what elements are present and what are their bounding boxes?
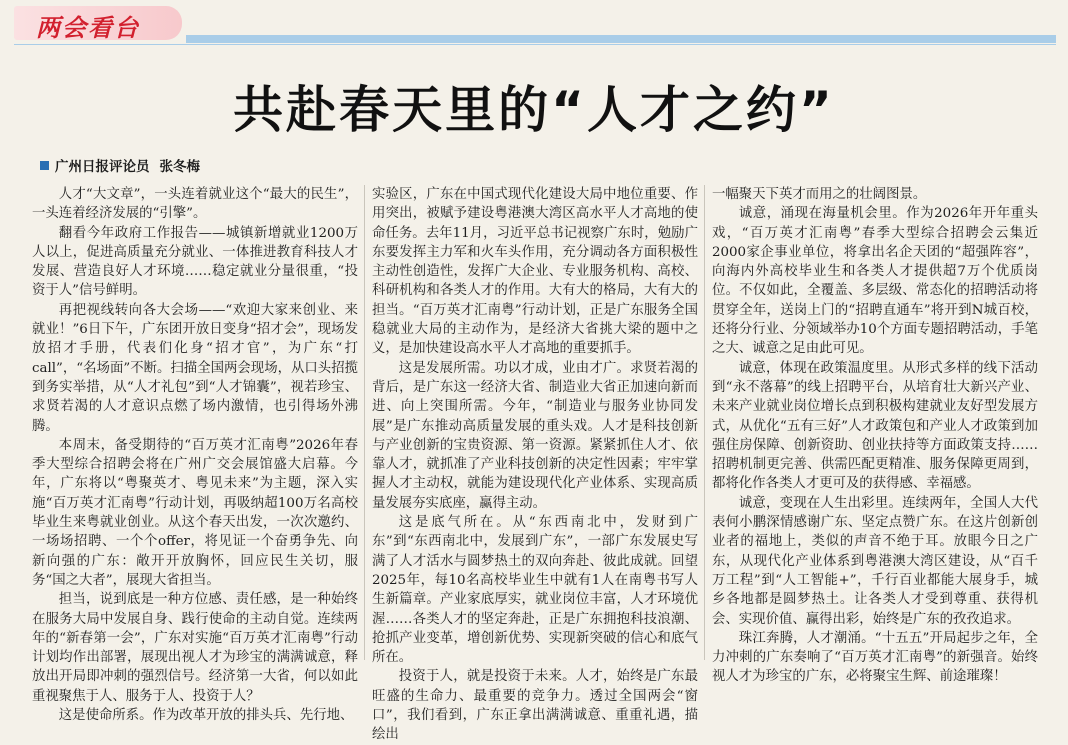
paragraph: 担当，说到底是一种方位感、责任感，是一种始终在服务大局中发展自身、践行使命的主动自觉。连续两年的“新春第一会”，广东对实施“百万英才汇南粤”行动计划均作出部署，展现出视人才为珍宝的满满诚意，释放出开局即冲刺的强烈信号。经济第一大省，何以如此重视聚焦于人、服务于人、投资于人？	[32, 592, 358, 704]
paragraph: 实验区，广东在中国式现代化建设大局中地位重要、作用突出，被赋予建设粤港澳大湾区高水平人才高地的使命任务。去年11月，习近平总书记视察广东时，勉励广东要发挥主力军和火车头作用，充分调动各方面积极性主动性创造性，发挥广大企业、专业服务机构、高校、科研机构和各类人才的作用。大有大的格局，大有大的担当。“百万英才汇南粤”行动计划，正是广东服务全国稳就业大局的主动作为，是经济大省挑大梁的题中之义，是加快建设高水平人才高地的重要抓手。	[372, 187, 698, 357]
paragraph: 这是底气所在。从“东西南北中，发财到广东”到“东西南北中，发展到广东”，一部广东发展史写满了人才活水与圆梦热土的双向奔赴、彼此成就。回望2025年，每10名高校毕业生中就有1人在南粤书写人生新篇章。产业家底厚实，就业岗位丰富，人才环境优渥……各类人才的坚定奔赴，正是广东拥抱科技浪潮、抢抓产业变革，增创新优势、实现新突破的信心和底气所在。	[372, 515, 698, 666]
paragraph: 人才“大文章”，一头连着就业这个“最大的民生”，一头连着经济发展的“引擎”。	[32, 187, 358, 222]
paragraph: 一幅聚天下英才而用之的壮阔图景。	[712, 187, 927, 202]
paragraph: 翻看今年政府工作报告——城镇新增就业1200万人以上，促进高质量充分就业、一体推进教育科技人才发展、营造良好人才环境……稳定就业分量很重，“投资于人”信号鲜明。	[32, 225, 358, 299]
paragraph: 这是发展所需。功以才成，业由才广。求贤若渴的背后，是广东这一经济大省、制造业大省正加速向新而进、向上突围所需。今年，“制造业与服务业协同发展”是广东推动高质量发展的重头戏。人才是科技创新与产业创新的宝贵资源、第一资源。紧紧抓住人才、依靠人才，就抓准了产业科技创新的决定性因素；牢牢掌握人才主动权，就能为建设现代化产业体系、实现高质量发展夯实底座，赢得主动。	[372, 360, 698, 511]
banner-divider	[14, 44, 1056, 45]
byline-author: 张冬梅	[159, 159, 200, 175]
article-column-2	[372, 185, 698, 743]
paragraph: 诚意，体现在政策温度里。从形式多样的线下活动到“永不落幕”的线上招聘平台，从培育壮大新兴产业、未来产业就业岗位增长点到积极构建就业友好型发展方式，从优化“五有三好”人才政策包和产业人才政策到加强住房保障、创新资助、创业扶持等方面政策支持……招聘机制更完善、供需匹配更精准、服务保障更周到，都将化作各类人才更可及的获得感、幸福感。	[712, 360, 1038, 492]
byline-square-icon	[40, 161, 49, 170]
paragraph: 再把视线转向各大会场——“欢迎大家来创业、来就业！”6日下午，广东团开放日变身“招才会”，现场发放招才手册，代表们化身“招才官”，为广东“打call”，“名场面”不断。扫描全国两会现场，从口头招揽到务实举措，从“人才礼包”到“人才锦囊”，视若珍宝、求贤若渴的人才意识点燃了场内激情，也引得场外沸腾。	[32, 302, 358, 434]
paragraph: 珠江奔腾，人才潮涌。“十五五”开局起步之年，全力冲刺的广东奏响了“百万英才汇南粤”的新强音。始终视人才为珍宝的广东，必将聚宝生辉、前途璀璨！	[712, 630, 1038, 685]
paragraph: 诚意，涌现在海量机会里。作为2026年开年重头戏，“百万英才汇南粤”春季大型综合招聘会云集近2000家企事业单位，将拿出名企天团的“超强阵容”，向海内外高校毕业生和各类人才提供超7万个优质岗位。不仅如此，全覆盖、多层级、常态化的招聘活动将贯穿全年，送岗上门的“招聘直通车”将开到N城百校，还将分行业、分领域举办10个方面专题招聘活动，手笔之大、诚意之足由此可见。	[712, 206, 1038, 357]
article-column-3	[712, 185, 1038, 685]
byline-source: 广州日报评论员	[55, 159, 150, 175]
paragraph: 诚意，变现在人生出彩里。连续两年，全国人大代表何小鹏深情感谢广东、坚定点赞广东。在这片创新创业者的福地上，类似的声音不绝于耳。放眼今日之广东，从现代化产业体系到粤港澳大湾区建设，从“百千万工程”到“人工智能+”，千行百业都能大展身手，城乡各地都是圆梦热土。让各类人才受到尊重、获得机会、实现价值、赢得出彩，始终是广东的孜孜追求。	[712, 495, 1038, 627]
article-column-1	[32, 185, 358, 724]
byline	[40, 155, 200, 175]
section-label: 两会看台	[36, 14, 140, 42]
paragraph: 本周末，备受期待的“百万英才汇南粤”2026年春季大型综合招聘会将在广州广交会展馆盛大启幕。今年，广东将以“粤聚英才、粤见未来”为主题，深入实施“百万英才汇南粤”行动计划，再吸纳超100万名高校毕业生来粤就业创业。从这个春天出发，一次次邀约、一场场招聘、一个个offer，将见证一个奋勇争先、向新向强的广东：敞开开放胸怀，回应民生关切，服务“国之大者”，展现大省担当。	[32, 437, 358, 588]
paragraph: 这是使命所系。作为改革开放的排头兵、先行地、	[58, 708, 354, 724]
article-headline: 共赴春天里的“人才之约”	[233, 81, 835, 139]
column-divider	[704, 185, 705, 660]
column-divider	[364, 185, 365, 660]
section-banner	[14, 6, 182, 40]
paragraph: 投资于人，就是投资于未来。人才，始终是广东最旺盛的生命力、最重要的竞争力。透过全国两会“窗口”，我们看到，广东正拿出满满诚意、重重礼遇，描绘出	[372, 669, 698, 743]
banner-bar	[186, 35, 1056, 43]
